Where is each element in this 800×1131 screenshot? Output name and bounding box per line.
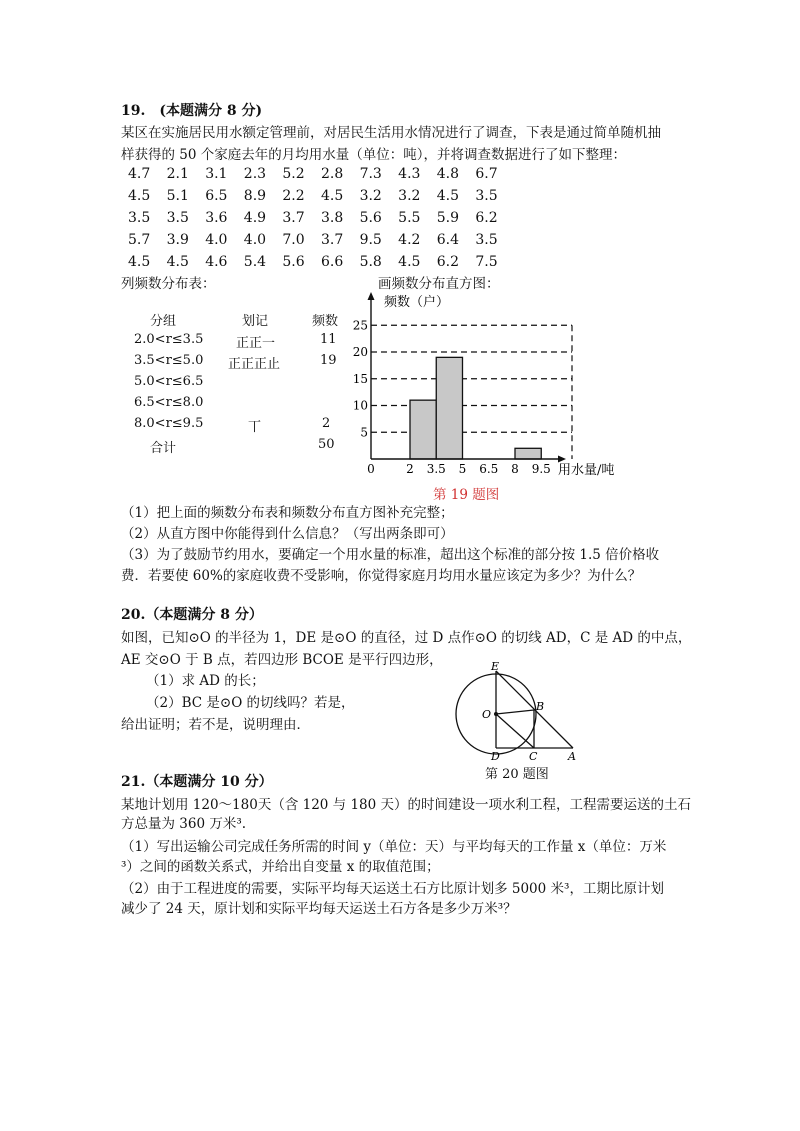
- data-cell: 2.8: [320, 166, 344, 182]
- data-cell: 6.4: [436, 232, 460, 248]
- data-cell: 5.6: [359, 210, 382, 226]
- data-cell: 5.9: [436, 210, 460, 226]
- histogram-bar: [515, 448, 541, 459]
- data-cell: 7.0: [282, 232, 305, 248]
- segment-oc: [496, 714, 534, 748]
- data-cell: 5.2: [282, 166, 305, 182]
- x-tick-label: 2: [406, 462, 414, 476]
- q20-subquestion-2-line2: 给出证明；若不是，说明理由．: [121, 717, 310, 733]
- data-cell: 4.0: [243, 232, 267, 248]
- x-tick-label: 0: [367, 462, 375, 476]
- data-cell: 3.1: [205, 166, 228, 182]
- table-total-label: 合计: [150, 441, 177, 456]
- table-header-tally: 划记: [242, 314, 269, 329]
- table-label: 列频数分布表：: [121, 276, 216, 292]
- data-cell: 4.3: [398, 166, 421, 182]
- data-cell: 3.6: [205, 210, 228, 226]
- segment-ob: [496, 710, 534, 714]
- data-cell: 4.8: [436, 166, 460, 182]
- point-label-d: D: [491, 750, 500, 763]
- q19-intro-line2: 样获得的 50 个家庭去年的月均用水量（单位：吨），并将调查数据进行了如下整理：: [121, 147, 627, 163]
- point-label-a: A: [568, 750, 576, 763]
- table-cell-group: 5.0<r≤6.5: [134, 374, 204, 389]
- data-cell: 4.2: [398, 232, 421, 248]
- q21-subquestion-1-line1: （1）写出运输公司完成任务所需的时间 y（单位：天）与平均每天的工作量 x（单位：万米: [121, 839, 667, 855]
- center-point: [494, 712, 498, 716]
- table-cell-group: 6.5<r≤8.0: [134, 395, 204, 410]
- data-cell: 6.2: [436, 254, 460, 270]
- q21-paragraph-line1: 某地计划用 120～180天（含 120 与 180 天）的时间建设一项水利工程，工程需要运送的土石: [121, 797, 692, 813]
- y-tick-label: 5: [360, 425, 368, 440]
- data-cell: 4.0: [205, 232, 228, 248]
- q19-subquestion-2: （2）从直方图中你能得到什么信息？（写出两条即可）: [121, 526, 454, 542]
- q19-title: 19. (本题满分 8 分): [121, 103, 263, 119]
- data-cell: 3.5: [475, 188, 498, 204]
- point-label-e: E: [491, 660, 500, 673]
- data-cell: 4.5: [398, 254, 421, 270]
- data-cell: 3.7: [282, 210, 305, 226]
- q19-subquestion-3-line2: 费．若要使 60%的家庭收费不受影响，你觉得家庭月均用水量应该定为多少？为什么？: [121, 568, 642, 584]
- y-axis-arrow: [368, 292, 375, 300]
- data-cell: 8.9: [243, 188, 267, 204]
- data-cell: 4.5: [166, 254, 189, 270]
- data-cell: 2.1: [166, 166, 189, 182]
- q19-subquestion-1: （1）把上面的频数分布表和频数分布直方图补充完整；: [121, 505, 454, 521]
- x-tick-label: 3.5: [426, 462, 446, 476]
- table-cell-group: 2.0<r≤3.5: [134, 332, 204, 347]
- data-cell: 4.9: [243, 210, 267, 226]
- y-tick-label: 20: [352, 345, 368, 359]
- data-cell: 6.5: [205, 188, 228, 204]
- data-cell: 6.6: [320, 254, 344, 270]
- table-cell-tally: 丅: [248, 420, 262, 435]
- data-cell: 3.2: [359, 188, 382, 204]
- data-cell: 3.5: [128, 210, 151, 226]
- circle-geometry-figure: [440, 660, 600, 780]
- data-cell: 7.5: [475, 254, 498, 270]
- data-cell: 4.5: [128, 188, 151, 204]
- table-cell-group: 3.5<r≤5.0: [134, 353, 204, 368]
- data-cell: 5.4: [243, 254, 267, 270]
- table-header-count: 频数: [312, 314, 339, 329]
- q21-paragraph-line2: 方总量为 360 万米³.: [121, 816, 247, 832]
- y-tick-label: 25: [352, 318, 368, 333]
- q20-paragraph-line2: AE 交⊙O 于 B 点，若四边形 BCOE 是平行四边形，: [121, 652, 443, 668]
- q20-title: 20.（本题满分 8 分）: [121, 607, 263, 623]
- x-axis-label: 用水量/吨: [558, 463, 615, 478]
- histogram-axes: [368, 292, 567, 463]
- y-tick-label: 10: [352, 398, 368, 413]
- data-cell: 6.7: [475, 166, 498, 182]
- q20-subquestion-1: （1）求 AD 的长；: [146, 673, 265, 689]
- data-cell: 5.1: [166, 188, 189, 204]
- histogram-labels: [353, 294, 615, 478]
- histogram-grid: [371, 325, 572, 459]
- table-cell-tally: 正正正止: [228, 357, 281, 372]
- q20-figure-caption: 第 20 题图: [485, 767, 549, 782]
- data-cell: 4.5: [320, 188, 344, 204]
- q19-subquestion-3-line1: （3）为了鼓励节约用水，要确定一个用水量的标准，超出这个标准的部分按 1.5 倍价格收: [121, 547, 660, 563]
- data-cell: 5.7: [128, 232, 151, 248]
- histogram-bar: [410, 400, 436, 459]
- histogram-bar: [436, 357, 462, 459]
- y-axis-label: 频数（户）: [384, 295, 450, 310]
- x-axis-arrow: [558, 456, 566, 463]
- data-cell: 4.6: [205, 254, 228, 270]
- data-cell: 4.5: [128, 254, 151, 270]
- histogram-bars: [410, 357, 541, 459]
- q19-figure-caption: 第 19 题图: [433, 487, 500, 503]
- data-cell: 3.9: [166, 232, 189, 248]
- point-label-o: O: [482, 708, 492, 721]
- data-cell: 3.7: [320, 232, 344, 248]
- x-tick-label: 6.5: [479, 462, 499, 476]
- table-cell-count: 11: [320, 332, 337, 347]
- table-cell-tally: 正正一: [236, 336, 276, 351]
- q19-intro-line1: 某区在实施居民用水额定管理前，对居民生活用水情况进行了调查，下表是通过简单随机抽: [121, 125, 661, 141]
- data-cell: 6.2: [475, 210, 498, 226]
- data-cell: 4.5: [436, 188, 460, 204]
- data-cell: 3.8: [320, 210, 344, 226]
- data-cell: 2.2: [282, 188, 305, 204]
- data-cell: 4.7: [128, 166, 151, 182]
- table-cell-count: 2: [322, 416, 331, 431]
- q21-subquestion-1-line2: ³）之间的函数关系式，并给出自变量 x 的取值范围；: [121, 859, 440, 875]
- data-cell: 2.3: [243, 166, 267, 182]
- data-cell: 5.5: [398, 210, 421, 226]
- data-cell: 3.5: [475, 232, 498, 248]
- x-tick-label: 9.5: [531, 462, 551, 476]
- x-tick-label: 5: [458, 462, 467, 476]
- table-cell-group: 8.0<r≤9.5: [134, 416, 204, 431]
- point-label-b: B: [536, 700, 545, 713]
- table-cell-count: 19: [320, 353, 337, 368]
- data-cell: 3.2: [398, 188, 421, 204]
- table-header-group: 分组: [150, 314, 177, 329]
- data-cell: 5.8: [359, 254, 382, 270]
- data-cell: 3.5: [166, 210, 189, 226]
- q20-subquestion-2-line1: （2）BC 是⊙O 的切线吗？若是，: [146, 695, 355, 711]
- data-cell: 5.6: [282, 254, 305, 270]
- q21-subquestion-2-line1: （2）由于工程进度的需要，实际平均每天运送土石方比原计划多 5000 米³，工期比原计划: [121, 881, 664, 897]
- q20-paragraph-line1: 如图，已知⊙O 的半径为 1，DE 是⊙O 的直径，过 D 点作⊙O 的切线 AD，C 是 AD 的中点，: [121, 630, 692, 646]
- q21-subquestion-2-line2: 减少了 24 天，原计划和实际平均每天运送土石方各是多少万米³？: [121, 901, 517, 917]
- point-label-c: C: [529, 750, 538, 763]
- table-total-count: 50: [318, 437, 335, 452]
- x-tick-label: 8: [511, 462, 519, 476]
- data-cell: 7.3: [359, 166, 382, 182]
- histogram-label: 画频数分布直方图：: [378, 276, 500, 292]
- data-cell: 9.5: [359, 232, 382, 248]
- y-tick-label: 15: [352, 371, 368, 386]
- q21-title: 21.（本题满分 10 分）: [121, 774, 273, 790]
